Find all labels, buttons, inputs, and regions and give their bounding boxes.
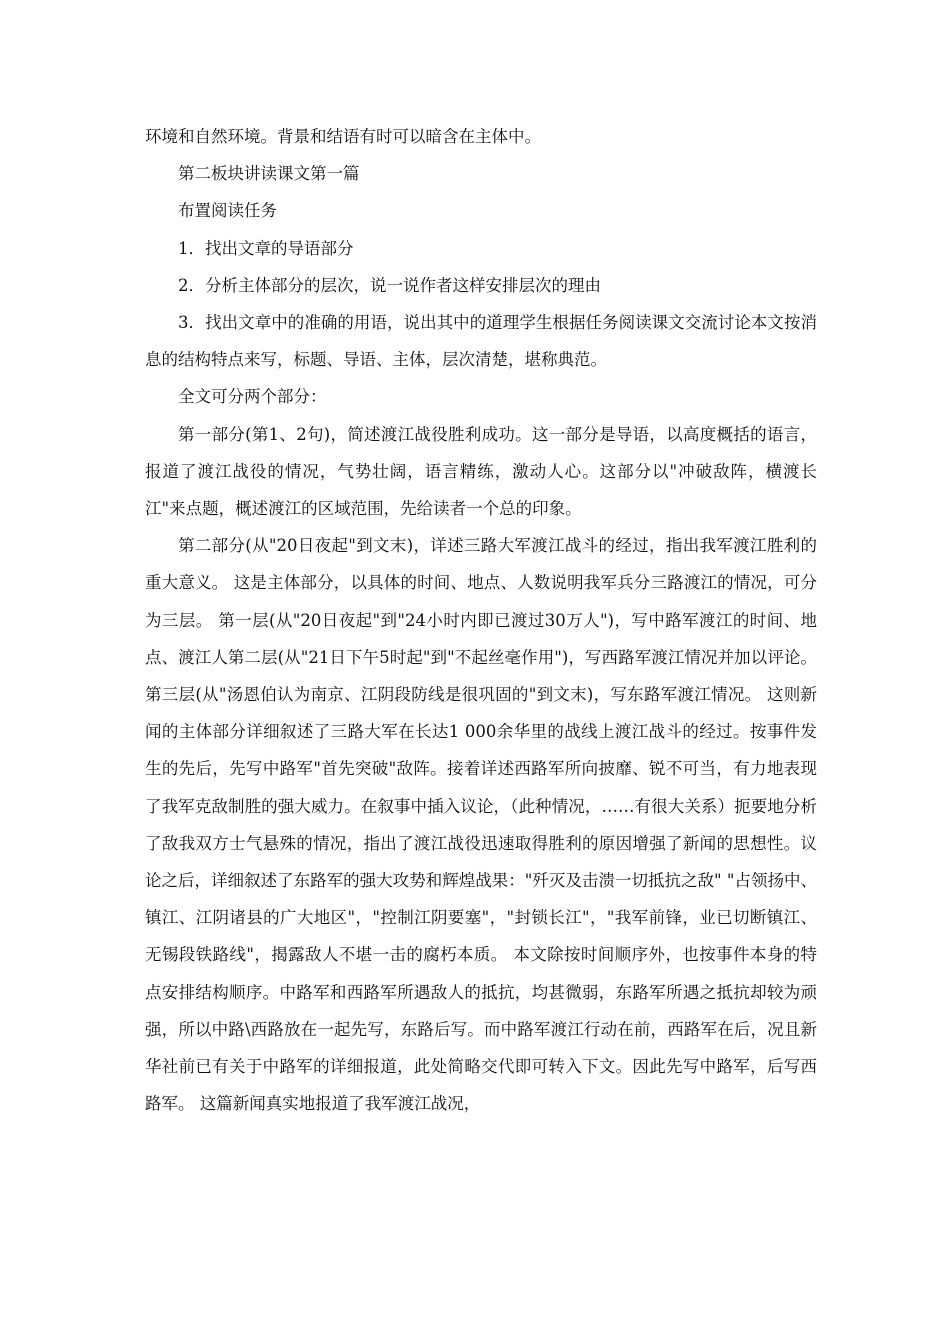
task-item-1: 1．找出文章的导语部分	[178, 238, 354, 258]
task-heading: 布置阅读任务	[178, 201, 277, 221]
structure-intro: 全文可分两个部分：	[178, 387, 327, 407]
part-one-paragraph: 第一部分(第1、2句)，简述渡江战役胜利成功。这一部分是导语，以高度概括的语言，报道了渡江战役的情况，气势壮阔，语言精练，激动人心。这部分以"冲破敌阵，横渡长江"来点题，概述渡江的区域范围，先给读者一个总的印象。	[145, 424, 817, 519]
section-heading: 第二板块讲读课文第一篇	[178, 164, 360, 184]
task-item-2: 2．分析主体部分的层次，说一说作者这样安排层次的理由	[178, 275, 601, 295]
part-two-paragraph: 第二部分(从"20日夜起"到文末)，详述三路大军渡江战斗的经过，指出我军渡江胜利的重大意义。 这是主体部分，以具体的时间、地点、人数说明我军兵分三路渡江的情况，可分为三层。 第一层(从"20日夜起"到"24小时内即已渡过30万人")，写中路军渡江的时间、地点、渡江人第二层(从"21日下午5时起"到"不起丝毫作用")，写西路军渡江情况并加以评论。第三层(从"汤恩伯认为南京、江阴段防线是很巩固的"到文末)，写东路军渡江情况。 这则新闻的主体部分详细叙述了三路大军在长达1 000余华里的战线上渡江战斗的经过。按事件发生的先后，先写中路军"首先突破"敌阵。接着详述西路军所向披靡、锐不可当，有力地表现了我军克敌制胜的强大威力。在叙事中插入议论，（此种情况，……有很大关系）扼要地分析了敌我双方士气悬殊的情况，指出了渡江战役迅速取得胜利的原因增强了新闻的思想性。议论之后，详细叙述了东路军的强大攻势和辉煌战果："歼灭及击溃一切抵抗之敌" "占领扬中、镇江、江阴诸县的广大地区"，"控制江阴要塞"，"封锁长江"，"我军前锋，业已切断镇江、无锡段铁路线"，揭露敌人不堪一击的腐朽本质。 本文除按时间顺序外，也按事件本身的特点安排结构顺序。中路军和西路军所遇敌人的抵抗，均甚微弱，东路军所遇之抵抗却较为顽强，所以中路\西路放在一起先写，东路后写。而中路军渡江行动在前，西路军在后，况且新华社前已有关于中路军的详细报道，此处简略交代即可转入下文。因此先写中路军，后写西路军。 这篇新闻真实地报道了我军渡江战况，	[145, 536, 817, 1114]
paragraph-continuation: 环境和自然环境。背景和结语有时可以暗含在主体中。	[145, 127, 541, 146]
task-item-3: 3．找出文章中的准确的用语，说出其中的道理学生根据任务阅读课文交流讨论本文按消息的结构特点来写，标题、导语、主体，层次清楚，堪称典范。	[145, 313, 817, 370]
document-body	[145, 118, 817, 1122]
